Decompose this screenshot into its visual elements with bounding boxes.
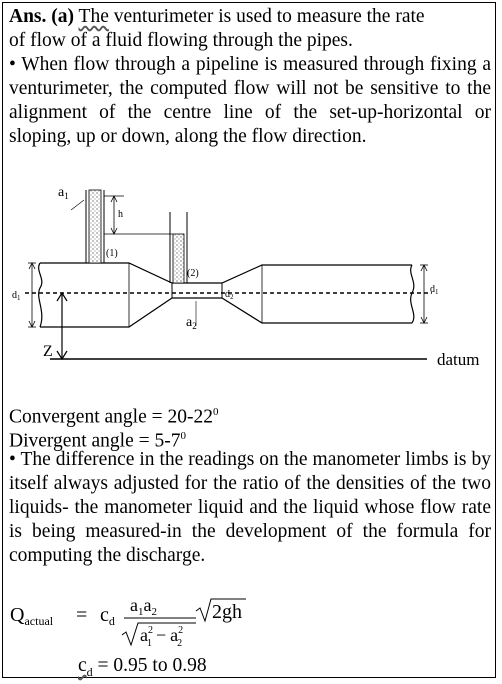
label-d1-left: $d_1$ — [12, 290, 21, 302]
answer-line-1-rest: venturimeter is used to measure the rate — [108, 6, 425, 27]
svg-text:=: = — [76, 604, 88, 626]
pipe-break-right — [411, 265, 414, 323]
pipe-lower-wall — [40, 298, 412, 327]
label-a2: $a_2$ — [186, 315, 197, 331]
discharge-formula — [8, 591, 308, 651]
answer-underlined-word: The — [78, 6, 109, 27]
label-d2: $d_2$ — [225, 289, 234, 301]
manometer-tube-2 — [173, 234, 184, 283]
cd-range: $c_d = 0.95$ to 0.98 — [78, 655, 207, 679]
manometer-tube-1 — [89, 190, 101, 263]
label-datum: datum — [437, 350, 480, 369]
label-h: h — [118, 209, 123, 220]
label-point-1: (1) — [106, 248, 118, 259]
svg-text:Qactual: $Q_{actual}$ — [10, 604, 54, 628]
answer-prefix: Ans. (a) — [9, 6, 75, 27]
divergent-angle: Divergent angle = $5-7^0$ — [9, 430, 186, 452]
svg-text:a1a2: $a_1a_2$ — [130, 595, 157, 618]
convergent-angle: Convergent angle = $20-22^0$ — [9, 406, 219, 428]
alignment-paragraph: • When flow through a pipeline is measured through fixing a venturimeter, the computed flow will not be sensitive to the alignment of the centre line of the set-up-horizontal or sloping, up or down, along the flow direction. — [9, 54, 491, 147]
label-z: Z — [43, 343, 53, 360]
answer-line-2: of flow of a fluid flowing through the pipes. — [9, 30, 353, 51]
manometer-paragraph: • The difference in the readings on the manometer limbs is by itself always adjusted for the ratio of the densities of the two liquids- the manometer liquid and the liquid whose flow rate is being measured-in the development of the formula for computing the discharge. — [9, 449, 491, 566]
svg-text:2gh: 2gh — [212, 601, 242, 623]
svg-text:a21−a22: $a^2$ $1 - a^2$ 2 — [140, 625, 184, 649]
label-a1: $a_1$ — [58, 185, 69, 201]
svg-text:cd: $c_d$ — [100, 604, 115, 628]
label-d1-right: $d_1$ — [430, 284, 439, 296]
pipe-break-left — [39, 263, 42, 327]
answer-line-1 — [9, 5, 425, 29]
pipe-upper-wall — [40, 263, 412, 283]
label-point-2: (2) — [187, 268, 199, 279]
venturimeter-diagram — [0, 176, 502, 376]
